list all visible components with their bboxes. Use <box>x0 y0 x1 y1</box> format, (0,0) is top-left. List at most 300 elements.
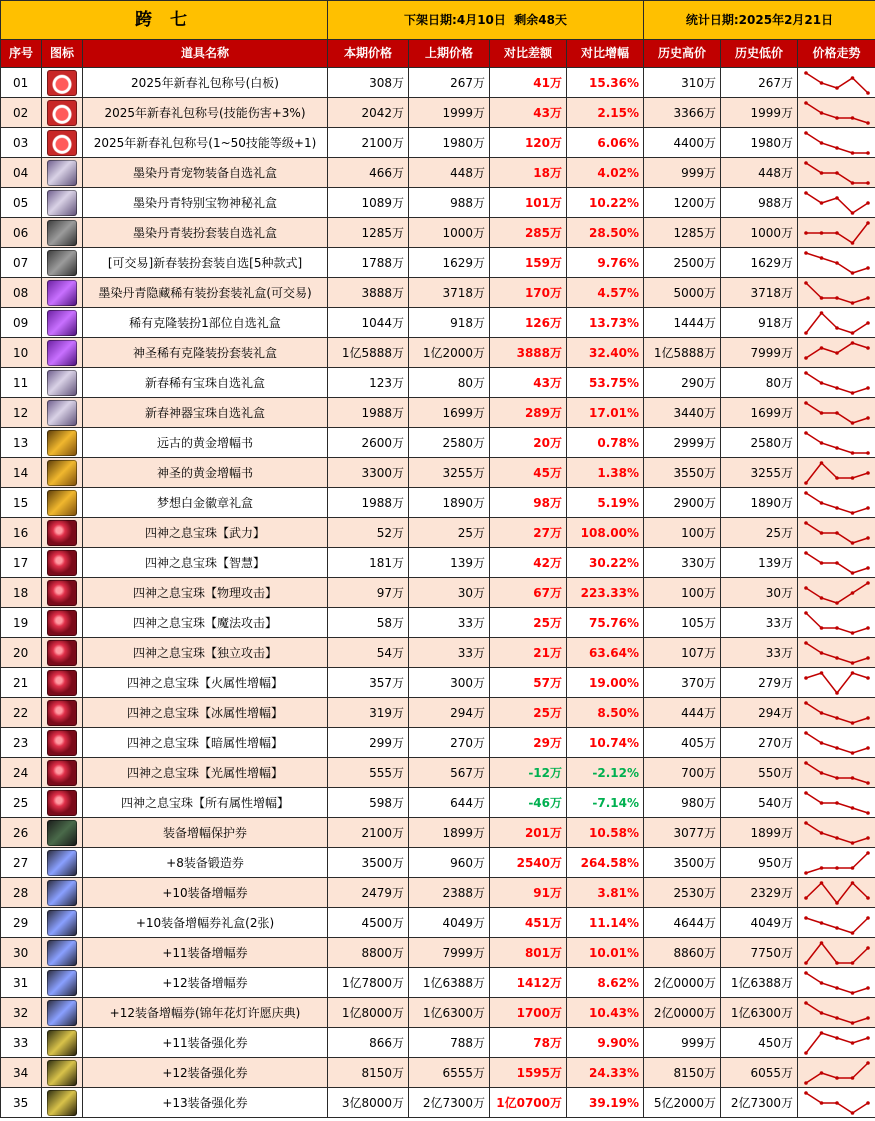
price-trend-sparkline <box>802 700 872 726</box>
trend-point <box>850 116 854 120</box>
history-low: 33万 <box>721 638 798 668</box>
price-trend-cell <box>798 188 875 218</box>
trend-point <box>835 296 839 300</box>
row-number: 17 <box>1 548 42 578</box>
row-number: 20 <box>1 638 42 668</box>
item-name: 新春稀有宝珠自选礼盒 <box>83 368 328 398</box>
current-price: 1044万 <box>328 308 409 338</box>
trend-point <box>835 601 839 605</box>
history-high: 4400万 <box>644 128 721 158</box>
price-diff: 43万 <box>490 98 567 128</box>
price-diff: 20万 <box>490 428 567 458</box>
red-gem-icon <box>47 580 77 606</box>
price-trend-cell <box>798 818 875 848</box>
item-name: 2025年新春礼包称号(白板) <box>83 68 328 98</box>
trend-point <box>850 841 854 845</box>
previous-price: 448万 <box>409 158 490 188</box>
item-icon-cell <box>42 788 83 818</box>
box-icon <box>47 400 77 426</box>
table-row <box>1 428 875 458</box>
trend-line <box>806 313 868 333</box>
ticket-icon <box>47 820 77 846</box>
price-change-pct: 53.75% <box>567 368 644 398</box>
item-icon-cell <box>42 608 83 638</box>
trend-point <box>835 351 839 355</box>
purple-box-icon <box>47 340 77 366</box>
price-trend-sparkline <box>802 730 872 756</box>
trend-point <box>804 871 808 875</box>
item-name: 四神之息宝珠【冰属性增幅】 <box>83 698 328 728</box>
trend-point <box>804 896 808 900</box>
stat-info <box>644 1 875 40</box>
trend-point <box>819 381 823 385</box>
history-high: 1285万 <box>644 218 721 248</box>
history-low: 550万 <box>721 758 798 788</box>
trend-line <box>806 283 868 303</box>
previous-price: 80万 <box>409 368 490 398</box>
trend-point <box>850 391 854 395</box>
price-diff: 201万 <box>490 818 567 848</box>
trend-point <box>835 986 839 990</box>
table-row <box>1 548 875 578</box>
history-low: 294万 <box>721 698 798 728</box>
server-title: 跨 七 <box>1 1 328 40</box>
table-row <box>1 248 875 278</box>
item-name: +13装备强化券 <box>83 1088 328 1118</box>
trend-point <box>819 141 823 145</box>
item-icon-cell <box>42 908 83 938</box>
trend-point <box>819 771 823 775</box>
price-trend-sparkline <box>802 910 872 936</box>
price-change-pct: 5.19% <box>567 488 644 518</box>
price-change-pct: -7.14% <box>567 788 644 818</box>
price-change-pct: 17.01% <box>567 398 644 428</box>
row-number: 26 <box>1 818 42 848</box>
trend-point <box>850 671 854 675</box>
price-trend-sparkline <box>802 610 872 636</box>
item-icon-cell <box>42 488 83 518</box>
current-price: 308万 <box>328 68 409 98</box>
table-row <box>1 608 875 638</box>
history-high: 105万 <box>644 608 721 638</box>
price-trend-cell <box>798 608 875 638</box>
row-number: 27 <box>1 848 42 878</box>
trend-point <box>804 431 808 435</box>
row-number: 16 <box>1 518 42 548</box>
table-row <box>1 968 875 998</box>
trend-point <box>819 296 823 300</box>
price-trend-cell <box>798 638 875 668</box>
price-trend-cell <box>798 848 875 878</box>
trend-point <box>866 986 870 990</box>
price-change-pct: 75.76% <box>567 608 644 638</box>
price-change-pct: 0.78% <box>567 428 644 458</box>
history-low: 7750万 <box>721 938 798 968</box>
trend-point <box>835 116 839 120</box>
table-row <box>1 938 875 968</box>
trend-point <box>850 806 854 810</box>
history-high: 3500万 <box>644 848 721 878</box>
trend-point <box>835 836 839 840</box>
current-price: 1285万 <box>328 218 409 248</box>
item-icon-cell <box>42 188 83 218</box>
trend-point <box>866 91 870 95</box>
price-trend-cell <box>798 668 875 698</box>
stat-date: 2025年2月21日 <box>738 13 834 27</box>
trend-point <box>819 941 823 945</box>
table-row <box>1 188 875 218</box>
item-name: +12装备强化券 <box>83 1058 328 1088</box>
history-low: 950万 <box>721 848 798 878</box>
trend-point <box>850 241 854 245</box>
trend-point <box>819 801 823 805</box>
price-diff: 170万 <box>490 278 567 308</box>
trend-line <box>806 643 868 663</box>
trend-point <box>850 1041 854 1045</box>
trend-point <box>866 471 870 475</box>
trend-point <box>866 746 870 750</box>
price-trend-sparkline <box>802 1030 872 1056</box>
book-icon <box>47 460 77 486</box>
trend-point <box>850 571 854 575</box>
price-change-pct: 10.01% <box>567 938 644 968</box>
current-price: 1亿8000万 <box>328 998 409 1028</box>
red-gem-icon <box>47 790 77 816</box>
price-trend-sparkline <box>802 370 872 396</box>
trend-point <box>850 721 854 725</box>
col-header: 图标 <box>42 40 83 68</box>
table-row <box>1 368 875 398</box>
box-icon <box>47 190 77 216</box>
history-high: 4644万 <box>644 908 721 938</box>
current-price: 866万 <box>328 1028 409 1058</box>
price-trend-sparkline <box>802 220 872 246</box>
trend-line <box>806 1063 868 1083</box>
previous-price: 4049万 <box>409 908 490 938</box>
price-trend-cell <box>798 578 875 608</box>
table-row <box>1 218 875 248</box>
trend-point <box>866 626 870 630</box>
price-trend-cell <box>798 908 875 938</box>
history-high: 3550万 <box>644 458 721 488</box>
trend-point <box>850 476 854 480</box>
price-trend-cell <box>798 938 875 968</box>
reinforce-ticket-icon <box>47 1060 77 1086</box>
trend-point <box>866 851 870 855</box>
history-high: 290万 <box>644 368 721 398</box>
item-name: 四神之息宝珠【光属性增幅】 <box>83 758 328 788</box>
trend-point <box>835 386 839 390</box>
previous-price: 7999万 <box>409 938 490 968</box>
price-diff: 120万 <box>490 128 567 158</box>
history-low: 450万 <box>721 1028 798 1058</box>
amplify-ticket-icon <box>47 970 77 996</box>
history-low: 1亿6300万 <box>721 998 798 1028</box>
history-low: 1890万 <box>721 488 798 518</box>
price-trend-cell <box>798 878 875 908</box>
trend-point <box>804 191 808 195</box>
trend-point <box>866 451 870 455</box>
trend-point <box>850 511 854 515</box>
row-number: 02 <box>1 98 42 128</box>
price-change-pct: 8.50% <box>567 698 644 728</box>
row-number: 07 <box>1 248 42 278</box>
history-low: 279万 <box>721 668 798 698</box>
trend-point <box>835 411 839 415</box>
trend-point <box>850 421 854 425</box>
trend-point <box>850 211 854 215</box>
price-diff: 18万 <box>490 158 567 188</box>
red-gem-icon <box>47 520 77 546</box>
row-number: 31 <box>1 968 42 998</box>
trend-point <box>819 711 823 715</box>
table-row <box>1 728 875 758</box>
trend-point <box>835 801 839 805</box>
trend-line <box>806 193 868 213</box>
item-name: 四神之息宝珠【所有属性增幅】 <box>83 788 328 818</box>
price-change-pct: 11.14% <box>567 908 644 938</box>
trend-line <box>806 1033 868 1053</box>
row-number: 19 <box>1 608 42 638</box>
trend-point <box>866 896 870 900</box>
red-gem-icon <box>47 550 77 576</box>
history-high: 2亿0000万 <box>644 998 721 1028</box>
current-price: 319万 <box>328 698 409 728</box>
gift-icon <box>47 130 77 156</box>
current-price: 2042万 <box>328 98 409 128</box>
trend-point <box>835 776 839 780</box>
trend-point <box>804 821 808 825</box>
trend-point <box>866 581 870 585</box>
item-icon-cell <box>42 818 83 848</box>
trend-point <box>835 561 839 565</box>
price-trend-cell <box>798 218 875 248</box>
trend-line <box>806 673 868 693</box>
current-price: 181万 <box>328 548 409 578</box>
item-icon-cell <box>42 638 83 668</box>
trend-point <box>866 1101 870 1105</box>
trend-line <box>806 583 868 603</box>
amplify-ticket-icon <box>47 910 77 936</box>
row-number: 29 <box>1 908 42 938</box>
table-row <box>1 698 875 728</box>
trend-point <box>835 1036 839 1040</box>
price-trend-cell <box>798 518 875 548</box>
previous-price: 567万 <box>409 758 490 788</box>
row-number: 35 <box>1 1088 42 1118</box>
current-price: 1亿5888万 <box>328 338 409 368</box>
table-row <box>1 398 875 428</box>
row-number: 21 <box>1 668 42 698</box>
price-trend-sparkline <box>802 1060 872 1086</box>
item-icon-cell <box>42 878 83 908</box>
previous-price: 33万 <box>409 608 490 638</box>
item-icon-cell <box>42 278 83 308</box>
row-number: 34 <box>1 1058 42 1088</box>
price-diff: 1412万 <box>490 968 567 998</box>
price-change-pct: 24.33% <box>567 1058 644 1088</box>
price-change-pct: -2.12% <box>567 758 644 788</box>
previous-price: 1980万 <box>409 128 490 158</box>
book-icon <box>47 430 77 456</box>
trend-point <box>866 1061 870 1065</box>
price-trend-cell <box>798 788 875 818</box>
col-header: 本期价格 <box>328 40 409 68</box>
trend-line <box>806 853 868 873</box>
item-icon-cell <box>42 128 83 158</box>
item-icon-cell <box>42 248 83 278</box>
item-icon-cell <box>42 158 83 188</box>
history-low: 1999万 <box>721 98 798 128</box>
trend-point <box>835 231 839 235</box>
history-low: 448万 <box>721 158 798 188</box>
trend-point <box>850 331 854 335</box>
current-price: 357万 <box>328 668 409 698</box>
trend-point <box>835 1076 839 1080</box>
row-number: 30 <box>1 938 42 968</box>
trend-point <box>804 551 808 555</box>
price-diff: 45万 <box>490 458 567 488</box>
price-trend-cell <box>798 248 875 278</box>
price-diff: 1700万 <box>490 998 567 1028</box>
current-price: 3500万 <box>328 848 409 878</box>
current-price: 1988万 <box>328 488 409 518</box>
trend-point <box>804 356 808 360</box>
trend-point <box>850 866 854 870</box>
current-price: 2100万 <box>328 128 409 158</box>
previous-price: 1699万 <box>409 398 490 428</box>
trend-point <box>850 181 854 185</box>
current-price: 97万 <box>328 578 409 608</box>
previous-price: 33万 <box>409 638 490 668</box>
current-price: 8150万 <box>328 1058 409 1088</box>
trend-point <box>819 171 823 175</box>
history-high: 8860万 <box>644 938 721 968</box>
price-diff: 2540万 <box>490 848 567 878</box>
price-change-pct: 2.15% <box>567 98 644 128</box>
price-trend-sparkline <box>802 1090 872 1116</box>
price-trend-cell <box>798 548 875 578</box>
current-price: 2479万 <box>328 878 409 908</box>
trend-point <box>850 271 854 275</box>
trend-line <box>806 823 868 843</box>
previous-price: 267万 <box>409 68 490 98</box>
price-diff: 25万 <box>490 608 567 638</box>
table-row <box>1 758 875 788</box>
trend-point <box>819 881 823 885</box>
table-row <box>1 338 875 368</box>
price-trend-cell <box>798 68 875 98</box>
price-diff: 43万 <box>490 368 567 398</box>
trend-point <box>804 231 808 235</box>
item-name: 神圣的黄金增幅书 <box>83 458 328 488</box>
history-high: 405万 <box>644 728 721 758</box>
price-trend-sparkline <box>802 550 872 576</box>
price-trend-sparkline <box>802 850 872 876</box>
trend-point <box>866 181 870 185</box>
row-number: 28 <box>1 878 42 908</box>
trend-point <box>819 346 823 350</box>
price-diff: 57万 <box>490 668 567 698</box>
trend-point <box>804 131 808 135</box>
history-low: 80万 <box>721 368 798 398</box>
trend-point <box>804 761 808 765</box>
trend-point <box>804 971 808 975</box>
table-row <box>1 818 875 848</box>
trend-point <box>850 451 854 455</box>
trend-point <box>819 866 823 870</box>
row-number: 25 <box>1 788 42 818</box>
trend-point <box>804 1091 808 1095</box>
trend-point <box>835 716 839 720</box>
row-number: 13 <box>1 428 42 458</box>
price-trend-sparkline <box>802 100 872 126</box>
previous-price: 988万 <box>409 188 490 218</box>
table-row <box>1 68 875 98</box>
trend-point <box>866 296 870 300</box>
price-change-pct: 8.62% <box>567 968 644 998</box>
previous-price: 1899万 <box>409 818 490 848</box>
previous-price: 300万 <box>409 668 490 698</box>
item-icon-cell <box>42 518 83 548</box>
red-gem-icon <box>47 730 77 756</box>
item-name: +10装备增幅券 <box>83 878 328 908</box>
price-trend-sparkline <box>802 490 872 516</box>
price-trend-sparkline <box>802 1000 872 1026</box>
history-high: 2900万 <box>644 488 721 518</box>
trend-point <box>850 76 854 80</box>
col-header: 上期价格 <box>409 40 490 68</box>
table-row <box>1 458 875 488</box>
price-diff: 25万 <box>490 698 567 728</box>
item-name: 装备增幅保护券 <box>83 818 328 848</box>
price-change-pct: 10.43% <box>567 998 644 1028</box>
row-number: 15 <box>1 488 42 518</box>
item-name: [可交易]新春装扮套装自选[5种款式] <box>83 248 328 278</box>
row-number: 01 <box>1 68 42 98</box>
price-diff: 451万 <box>490 908 567 938</box>
price-diff: 98万 <box>490 488 567 518</box>
trend-point <box>835 866 839 870</box>
history-high: 700万 <box>644 758 721 788</box>
price-trend-sparkline <box>802 160 872 186</box>
history-low: 25万 <box>721 518 798 548</box>
item-name: 2025年新春礼包称号(1~50技能等级+1) <box>83 128 328 158</box>
red-gem-icon <box>47 670 77 696</box>
price-diff: -46万 <box>490 788 567 818</box>
item-name: 四神之息宝珠【暗属性增幅】 <box>83 728 328 758</box>
item-icon-cell <box>42 758 83 788</box>
history-low: 3718万 <box>721 278 798 308</box>
item-icon-cell <box>42 98 83 128</box>
trend-point <box>866 811 870 815</box>
table-row <box>1 278 875 308</box>
trend-point <box>819 596 823 600</box>
history-low: 2329万 <box>721 878 798 908</box>
item-icon-cell <box>42 338 83 368</box>
price-trend-cell <box>798 488 875 518</box>
table-row <box>1 668 875 698</box>
price-trend-sparkline <box>802 970 872 996</box>
reinforce-ticket-icon <box>47 1030 77 1056</box>
history-high: 1亿5888万 <box>644 338 721 368</box>
item-icon-cell <box>42 218 83 248</box>
price-trend-sparkline <box>802 520 872 546</box>
price-trend-cell <box>798 428 875 458</box>
item-icon-cell <box>42 728 83 758</box>
trend-point <box>850 151 854 155</box>
row-number: 33 <box>1 1028 42 1058</box>
